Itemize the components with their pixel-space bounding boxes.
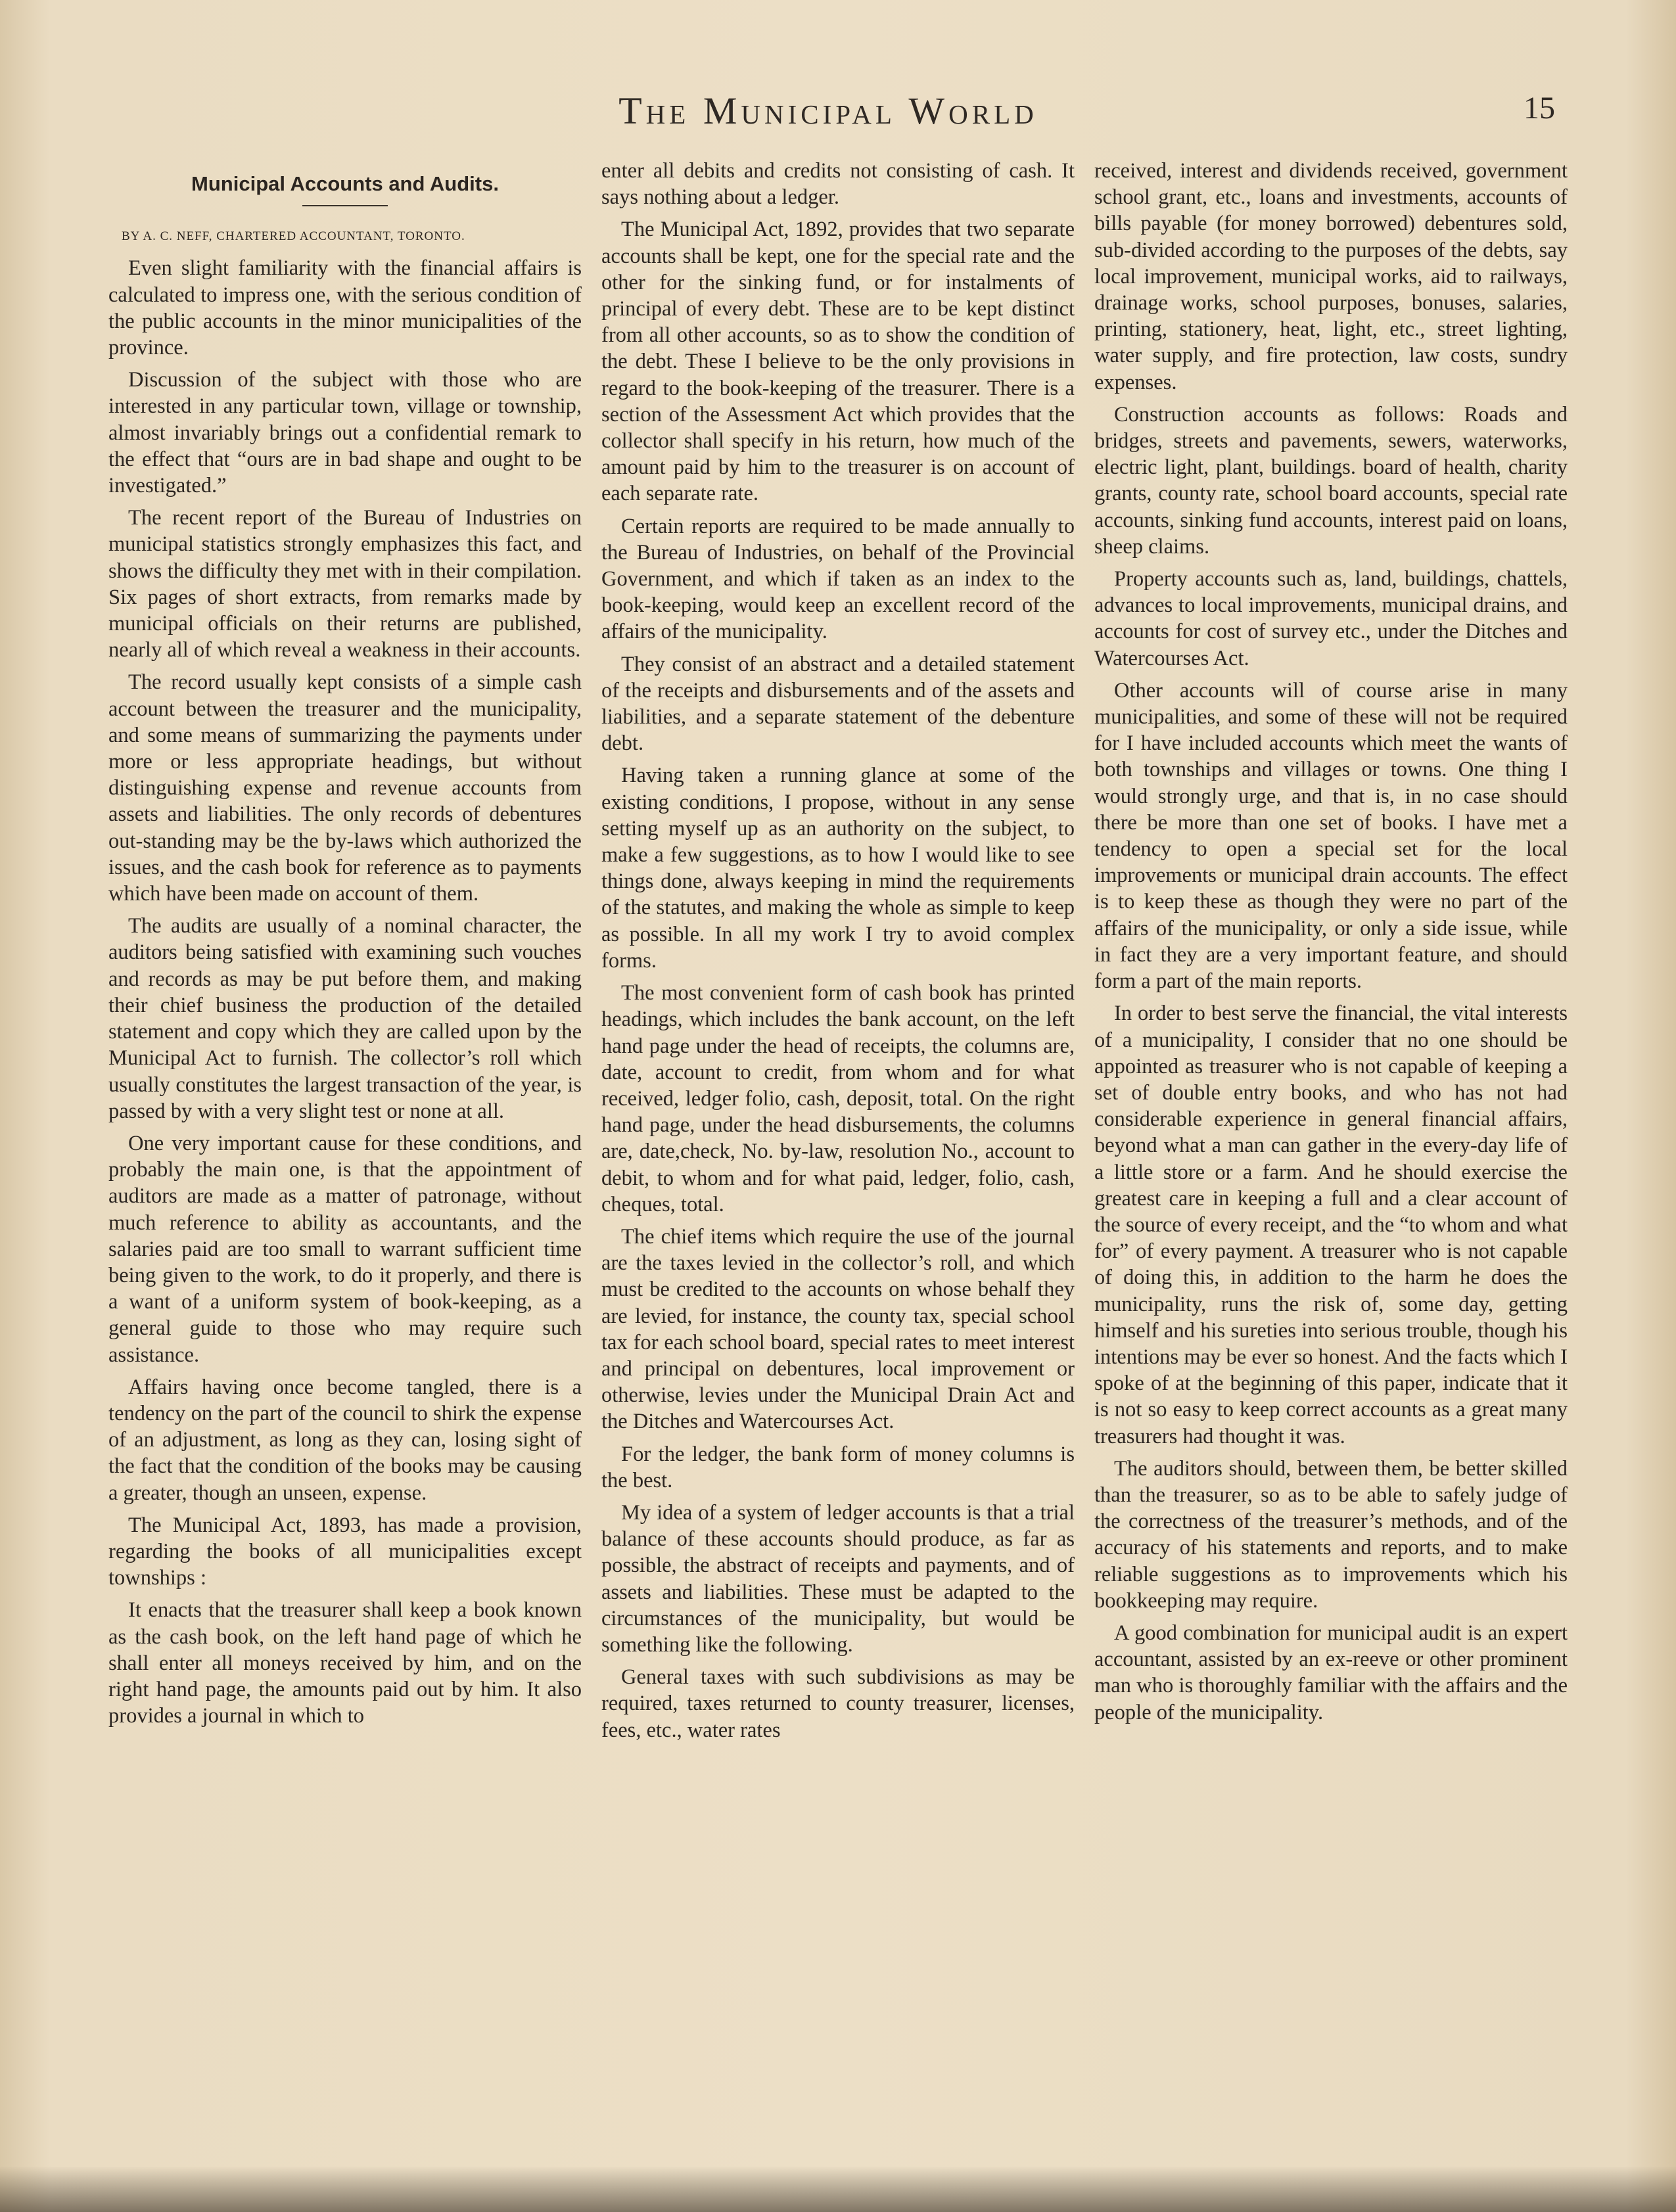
paragraph: My idea of a system of ledger accounts is that a trial balance of these accounts should produce, as far as possible, the abstract of receipts and payments, and of assets and liabilities. These must be adapted to the circumstances of the municipality, but would be something like the following. bbox=[601, 1500, 1075, 1657]
paragraph: Property accounts such as, land, buildings, chattels, advances to local improvements, municipal drains, and accounts for cost of survey etc., under the Ditches and Watercourses Act. bbox=[1094, 567, 1568, 670]
paragraph: The Municipal Act, 1893, has made a provision, regarding the books of all municipalities except townships : bbox=[108, 1513, 582, 1590]
paragraph: enter all debits and credits not consisting of cash. It says nothing about a ledger. bbox=[601, 159, 1075, 210]
column-2 bbox=[601, 158, 1075, 1749]
paragraph: Certain reports are required to be made annually to the Bureau of Industries, on behalf of the Provincial Government, and which if taken as an index to the book-keeping, would keep an excellent record of the affairs of the municipality. bbox=[601, 514, 1075, 644]
paragraph: Affairs having once become tangled, there is a tendency on the part of the council to shirk the expense of an adjustment, as long as they can, losing sight of the fact that the condition of the books may be causing a greater, though an unseen, expense. bbox=[108, 1375, 582, 1505]
paragraph: Even slight familiarity with the financial affairs is calculated to impress one, with the serious condition of the public accounts in the minor municipalities of the province. bbox=[108, 256, 582, 360]
paragraph: In order to best serve the financial, the vital interests of a municipality, I consider that no one should be appointed as treasurer who is not capable of keeping a set of double entry books, and who has not had considerable experience in general financial affairs, beyond what a man can gather in the every-day life of a little store or a farm. And he should exercise the greatest care in keeping a full and a clear account of the source of every receipt, and the “to whom and what for” of every payment. A treasurer who is not capable of doing this, in addition to the harm he does the municipality, runs the risk of, some day, getting himself and his sureties into serious trouble, though his intentions may be ever so honest. And the facts which I spoke of at the beginning of this paper, indicate that it is not so easy to keep correct accounts as a great many treasurers had thought it was. bbox=[1094, 1002, 1568, 1448]
paragraph: The Municipal Act, 1892, provides that two separate accounts shall be kept, one for the special rate and the other for the sinking fund, or for instalments of principal of every debt. These are to be kept distinct from all other accounts, so as to show the condition of the debt. These I believe to be the only provisions in regard to the book-keeping of the treasurer. There is a section of the Assessment Act which provides that the collector shall specify in his return, how much of the amount paid by him to the treasurer is on account of each separate rate. bbox=[601, 218, 1075, 506]
page-edge-shadow bbox=[0, 2166, 1676, 2212]
masthead bbox=[0, 89, 1676, 135]
masthead-title: The Municipal World bbox=[618, 89, 1038, 132]
paragraph: Construction accounts as follows: Roads and bridges, streets and pavements, sewers, waterworks, electric light, plant, buildings. board of health, charity grants, county rate, school board accounts, special rate accounts, sinking fund accounts, interest paid on loans, sheep claims. bbox=[1094, 402, 1568, 559]
paragraph: It enacts that the treasurer shall keep a book known as the cash book, on the left hand page of which he shall enter all moneys received by him, and on the right hand page, the amounts paid out by him. It also provides a journal in which to bbox=[108, 1598, 582, 1728]
paragraph: The auditors should, between them, be better skilled than the treasurer, so as to be able to safely judge of the correctness of the treasurer’s methods, and of the accuracy of his statements and reports, and to make reliable suggestions as to improvements which his bookkeeping may require. bbox=[1094, 1456, 1568, 1613]
paragraph: For the ledger, the bank form of money columns is the best. bbox=[601, 1442, 1075, 1492]
paragraph: They consist of an abstract and a detailed statement of the receipts and disbursements and of the assets and liabilities, and a separate statement of the debenture debt. bbox=[601, 652, 1075, 756]
paragraph: received, interest and dividends received, government school grant, etc., loans and investments, accounts of bills payable (for money borrowed) debentures sold, sub-divided according to the purposes of the debts, say local improvement, municipal works, aid to railways, drainage works, school purposes, bonuses, salaries, printing, stationery, heat, light, etc., street lighting, water supply, and fire protection, law costs, sundry expenses. bbox=[1094, 159, 1568, 394]
paragraph: Other accounts will of course arise in many municipalities, and some of these will not be required for I have included accounts which meet the wants of both townships and villages or towns. One thing I would strongly urge, and that is, in no case should there be more than one set of books. I have met a tendency to open a special set for the local improvements or municipal drain accounts. The effect is to keep these as though they were no part of the affairs of the municipality, or only a side issue, while in fact they are a very important feature, and should form a part of the main reports. bbox=[1094, 678, 1568, 994]
article-title: Municipal Accounts and Audits. bbox=[191, 172, 499, 195]
byline: BY A. C. NEFF, CHARTERED ACCOUNTANT, TORONTO. bbox=[122, 229, 465, 244]
paragraph: Having taken a running glance at some of the existing conditions, I propose, without in any sense setting myself up as an authority on the subject, to make a few suggestions, as to how I would like to see things done, always keeping in mind the requirements of the statutes, and making the whole as simple to keep as possible. In all my work I try to avoid complex forms. bbox=[601, 764, 1075, 973]
paragraph: Discussion of the subject with those who are interested in any particular town, village or township, almost invariably brings out a confidential remark to the effect that “ours are in bad shape and ought to be investigated.” bbox=[108, 368, 582, 498]
paragraph: The most convenient form of cash book has printed headings, which includes the bank account, on the left hand page under the head of receipts, the columns are, date, account to credit, from whom and for what received, ledger folio, cash, deposit, total. On the right hand page, under the head disbursements, the columns are, date,check, No. by-law, resolution No., account to debit, to whom and for what paid, ledger, folio, cash, cheques, total. bbox=[601, 981, 1075, 1216]
paragraph: The chief items which require the use of the journal are the taxes levied in the collector’s roll, and which must be credited to the accounts on whose behalf they are levied, for instance, the county tax, special school tax for each school board, special rates to meet interest and principal on debentures, local improvement or otherwise, levies under the Municipal Drain Act and the Ditches and Watercourses Act. bbox=[601, 1224, 1075, 1434]
paragraph: The record usually kept consists of a simple cash account between the treasurer and the municipality, and some means of summarizing the payments under more or less appropriate headings, but without distinguishing expense and revenue accounts from assets and liabilities. The only records of debentures out-standing may be the by-laws which authorized the issues, and the cash book for reference as to payments which have been made on account of them. bbox=[108, 670, 582, 906]
paragraph: A good combination for municipal audit is an expert accountant, assisted by an ex-reeve or other prominent man who is thoroughly familiar with the affairs and the people of the municipality. bbox=[1094, 1621, 1568, 1724]
column-3 bbox=[1094, 158, 1568, 1732]
title-rule bbox=[302, 205, 388, 206]
page-number: 15 bbox=[1524, 91, 1555, 126]
paragraph: General taxes with such subdivisions as may be required, taxes returned to county treasurer, licenses, fees, etc., water rates bbox=[601, 1665, 1075, 1742]
paragraph: The recent report of the Bureau of Industries on municipal statistics strongly emphasizes this fact, and shows the difficulty they met with in their compilation. Six pages of short extracts, from remarks made by municipal officials on their returns are published, nearly all of which reveal a weakness in their accounts. bbox=[108, 506, 582, 662]
column-1 bbox=[108, 158, 582, 1735]
paragraph: One very important cause for these conditions, and probably the main one, is that the appointment of auditors are made as a matter of patronage, without much reference to ability as accountants, and the salaries paid are too small to warrant sufficient time being given to the work, to do it properly, and there is a want of a uniform system of book-keeping, as a general guide to those who may require such assistance. bbox=[108, 1131, 582, 1367]
paragraph: The audits are usually of a nominal character, the auditors being satisfied with examining such vouches and records as may be put before them, and making their chief business the production of the detailed statement and copy which they are called upon by the Municipal Act to furnish. The collector’s roll which usually constitutes the largest transaction of the year, is passed by with a very slight test or none at all. bbox=[108, 914, 582, 1123]
